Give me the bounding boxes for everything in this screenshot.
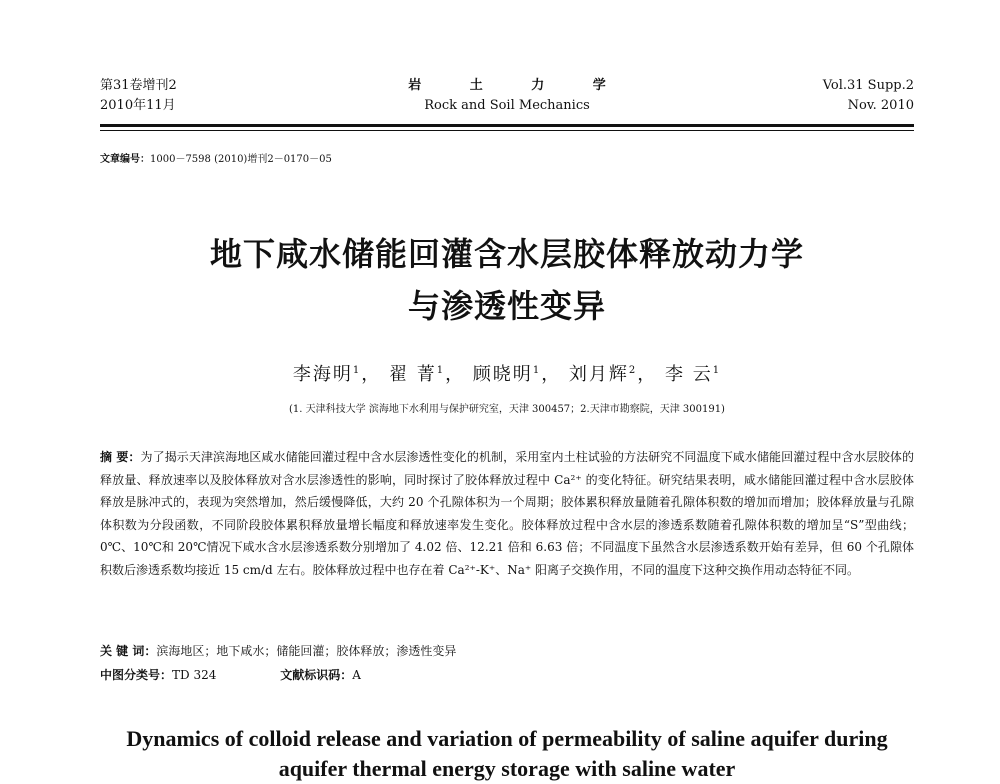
header-right <box>823 76 914 116</box>
keywords <box>100 640 914 662</box>
volume-cn: 第31卷增刊2 <box>100 78 177 93</box>
article-number-label: 文章编号： <box>100 154 150 165</box>
author-separator: ， <box>541 364 562 385</box>
keywords-label: 关 键 词： <box>100 644 157 658</box>
author-affil-mark: 1 <box>532 365 542 376</box>
clc-label: 中图分类号： <box>100 668 173 682</box>
volume-en: Vol.31 Supp.2 <box>822 78 914 93</box>
article-number <box>100 150 332 165</box>
abstract-label: 摘 要： <box>100 450 141 464</box>
journal-name-cn: 岩 土 力 学 <box>408 78 628 93</box>
header-rule-thin <box>100 130 914 131</box>
author-separator: ， <box>361 364 382 385</box>
abstract <box>100 446 914 582</box>
date-cn: 2010年11月 <box>100 98 176 113</box>
classification <box>100 664 914 686</box>
author-separator: ， <box>637 364 658 385</box>
date-en: Nov. 2010 <box>847 98 914 113</box>
title-line-1: 地下咸水储能回灌含水层胶体释放动力学 <box>209 235 804 273</box>
author: 李 云 <box>665 364 713 385</box>
author: 翟 菁 <box>388 364 437 385</box>
header-rule-thick <box>100 124 914 127</box>
author: 顾晓明 <box>472 364 533 385</box>
author-affil-mark: 1 <box>712 365 722 376</box>
doc-code-label: 文献标识码： <box>280 668 353 682</box>
keywords-text: 滨海地区；地下咸水；储能回灌；胶体释放；渗透性变异 <box>156 644 457 658</box>
author-affil-mark: 1 <box>352 365 362 376</box>
author-separator: ， <box>445 364 466 385</box>
author: 刘月辉 <box>568 364 629 385</box>
author: 李海明 <box>292 364 353 385</box>
clc-value: TD 324 <box>172 668 217 682</box>
header-center <box>100 76 914 116</box>
author-list <box>100 360 914 386</box>
author-affil-mark: 1 <box>436 365 446 376</box>
journal-name-en: Rock and Soil Mechanics <box>424 98 590 113</box>
author-affil-mark: 2 <box>628 365 638 376</box>
english-title: Dynamics of colloid release and variation of permeability of saline aquifer during aquifer thermal energy storage with saline water <box>126 726 888 781</box>
abstract-text: 为了揭示天津滨海地区咸水储能回灌过程中含水层渗透性变化的机制，采用室内土柱试验的方法研究不同温度下咸水储能回灌过程中含水层胶体的释放量、释放速率以及胶体释放对含水层渗透性的影响，同时探讨了胶体释放过程中 Ca²⁺ 的变化特征。研究结果表明，咸水储能回灌过程中含水层胶体释放是脉冲式的，表现为突然增加，然后缓慢降低，大约 20 个孔隙体积为一个周期；胶体累积释放量随着孔隙体积数的增加而增加；胶体释放量与孔隙体积数为分段函数，不同阶段胶体累积释放量增长幅度和释放速率发生变化。胶体释放过程中含水层的渗透系数随着孔隙体积数的增加呈“S”型曲线；0℃、10℃和 20℃情况下咸水含水层渗透系数分别增加了 4.02 倍、12.21 倍和 6.63 倍；不同温度下虽然含水层渗透系数开始有差异，但 60 个孔隙体积数后渗透系数均接近 15 cm/d 左右。胶体释放过程中也存在着 Ca²⁺-K⁺、Na⁺ 阳离子交换作用，不同的温度下这种交换作用动态特征不同。 <box>100 450 914 577</box>
article-number-value: 1000－7598 (2010)增刊2－0170－05 <box>150 154 332 165</box>
journal-header <box>100 76 914 122</box>
affiliation: (1. 天津科技大学 滨海地下水利用与保护研究室，天津 300457；2.天津市勘察院，天津 300191) <box>289 404 725 415</box>
title-line-2: 与渗透性变异 <box>407 287 606 325</box>
doc-code-value: A <box>352 668 361 682</box>
paper-title <box>100 228 914 332</box>
